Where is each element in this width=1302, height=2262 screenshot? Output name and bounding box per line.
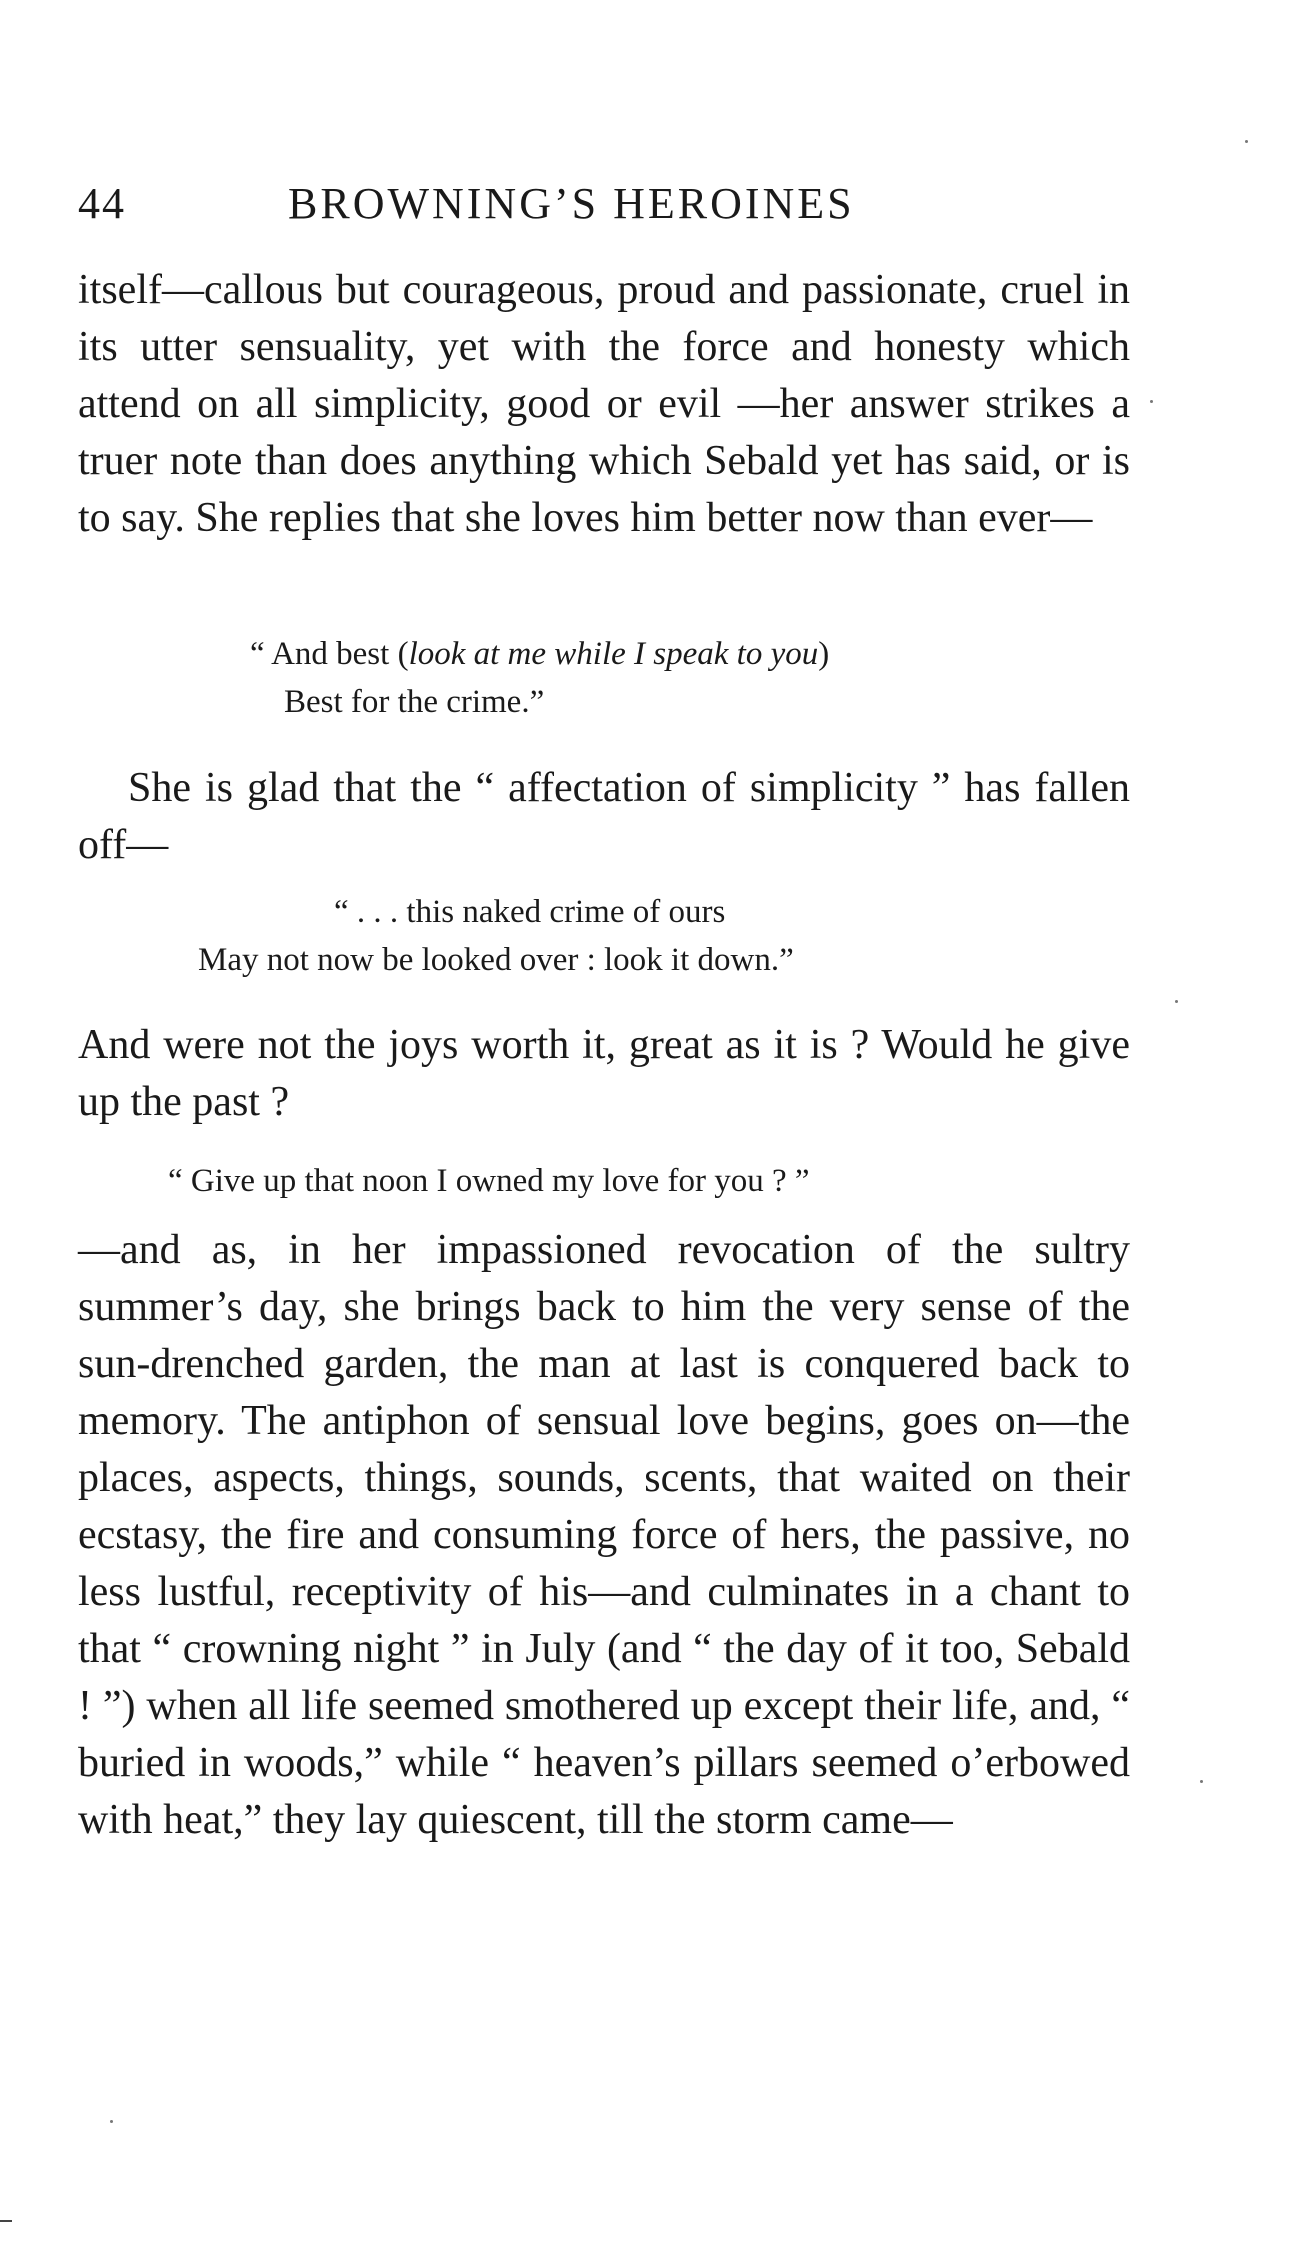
verse-quote-3	[168, 1157, 810, 1205]
verse-line	[250, 630, 829, 678]
verse-line: Best for the crime.”	[284, 684, 545, 720]
paragraph-1: itself—callous but courageous, proud and passionate, cruel in its utter sensuality, yet with the force and honesty which attend on all simplicity, good or evil —her answer strikes a truer note than does anything which Sebald yet has said, or is to say. She replies that she loves him better now than ever—	[78, 267, 1130, 541]
verse-line: “ Give up that noon I owned my love for you ? ”	[168, 1163, 810, 1199]
verse-line-italic: look at me while I speak to you	[408, 636, 819, 672]
verse-quote-1	[250, 630, 829, 726]
page-number: 44	[78, 179, 126, 228]
running-head: BROWNING’S HEROINES	[288, 179, 855, 228]
paper-speck	[1150, 400, 1153, 403]
paragraph-3: And were not the joys worth it, great as it is ? Would he give up the past ?	[78, 1022, 1130, 1125]
verse-line-close: )	[818, 636, 830, 672]
verse-line: May not now be looked over : look it down.”	[198, 942, 794, 978]
paragraph-2: She is glad that the “ affectation of simplicity ” has fallen off—	[78, 765, 1130, 868]
verse-line: “ . . . this naked crime of ours	[334, 894, 726, 930]
paper-speck	[1245, 140, 1248, 143]
paper-speck	[1175, 1000, 1178, 1003]
verse-quote-2	[198, 888, 794, 984]
paper-speck	[1200, 1780, 1203, 1783]
verse-line-open: “ And best (	[250, 636, 409, 672]
paragraph-4: —and as, in her impassioned revocation of the sultry summer’s day, she brings back to him the very sense of the sun-drenched garden, the man at last is conquered back to memory. The antiphon of sensual love begins, goes on—the places, aspects, things, sounds, scents, that waited on their ecstasy, the fire and consuming force of hers, the passive, no less lustful, receptivity of his—and culminates in a chant to that “ crowning night ” in July (and “ the day of it too, Sebald ! ”) when all life seemed smothered up except their life, and, “ buried in woods,” while “ heaven’s pillars seemed o’erbowed with heat,” they lay quiescent, till the storm came—	[78, 1227, 1130, 1843]
margin-mark	[0, 2220, 12, 2222]
page-header	[78, 178, 1128, 234]
paper-speck	[110, 2120, 113, 2123]
